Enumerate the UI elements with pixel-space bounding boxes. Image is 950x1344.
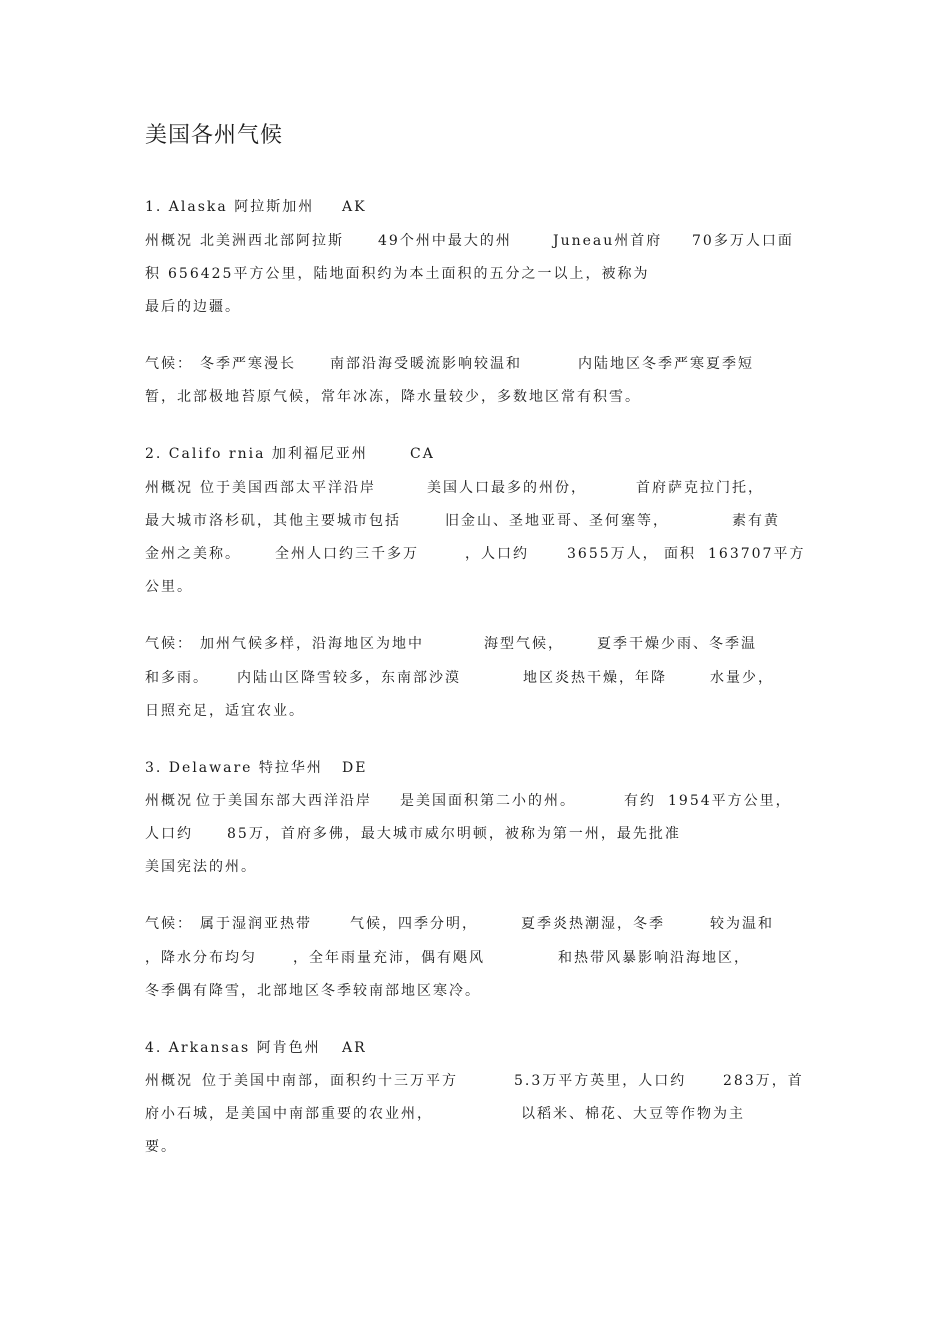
text-segment: 人口约 [145, 826, 193, 842]
text-segment: 位于美国东部大西洋沿岸 [196, 793, 372, 809]
text-segment: 以稻米、棉花、大豆等作物为主 [521, 1106, 745, 1122]
text-segment: 美国宪法的州。 [145, 859, 257, 875]
section-heading: 1. Alaska 阿拉斯加州 [145, 199, 315, 215]
text-segment: 5.3万平方英里，人口约 [514, 1073, 687, 1089]
text-segment: 656425平方公里，陆地面积约为本土面积的五分之一以上，被称为 [168, 266, 650, 282]
section-heading: 2. Califo rnia 加利福尼亚州 [145, 446, 368, 462]
text-segment: 面积 [664, 546, 696, 562]
text-segment: 南部沿海受暖流影响较温和 [330, 356, 522, 372]
text-segment: 内陆地区冬季严寒夏季短 [578, 356, 754, 372]
text-segment: Juneau州首府 [553, 233, 663, 249]
text-segment: 气候： [145, 636, 193, 652]
text-segment: 和多雨。 [145, 670, 209, 686]
text-segment: 日照充足，适宜农业。 [145, 703, 305, 719]
text-segment: 冬季严寒漫长 [200, 356, 296, 372]
text-segment: 气候，四季分明， [350, 916, 478, 932]
state-abbreviation: AR [342, 1040, 367, 1056]
text-segment: ，人口约 [465, 546, 529, 562]
text-segment: 70多万人口面 [692, 233, 794, 249]
text-segment: 要。 [145, 1139, 177, 1155]
text-segment: 海型气候， [484, 636, 564, 652]
text-segment: 较为温和 [710, 916, 774, 932]
text-segment: 水量少， [710, 670, 774, 686]
text-segment: 属于湿润亚热带 [200, 916, 312, 932]
text-segment: 加州气候多样，沿海地区为地中 [200, 636, 424, 652]
text-segment: 暂，北部极地苔原气候，常年冰冻，降水量较少，多数地区常有积雪。 [145, 389, 641, 405]
text-segment: ，全年雨量充沛，偶有飓风 [293, 950, 485, 966]
text-segment: 首府萨克拉门托， [636, 480, 764, 496]
text-segment: 有约 [624, 793, 656, 809]
text-segment: 49个州中最大的州 [378, 233, 512, 249]
text-segment: 积 [145, 266, 161, 282]
text-segment: 素有黄 [732, 513, 780, 529]
text-segment: 夏季炎热潮湿，冬季 [521, 916, 665, 932]
text-segment: 美国人口最多的州份， [427, 480, 587, 496]
text-segment: 163707平方 [708, 546, 806, 562]
text-segment: 3655万人， [567, 546, 659, 562]
text-segment: 位于美国中南部，面积约十三万平方 [202, 1073, 458, 1089]
text-segment: 州概况 [145, 233, 193, 249]
text-segment: 最大城市洛杉矶，其他主要城市包括 [145, 513, 401, 529]
text-segment: 85万，首府多佛，最大城市威尔明顿，被称为第一州，最先批准 [227, 826, 681, 842]
text-segment: 旧金山、圣地亚哥、圣何塞等， [445, 513, 669, 529]
section-heading: 4. Arkansas 阿肯色州 [145, 1040, 321, 1056]
text-segment: 金州之美称。 [145, 546, 241, 562]
text-segment: 和热带风暴影响沿海地区， [558, 950, 750, 966]
text-segment: 1954平方公里， [668, 793, 792, 809]
text-segment: 冬季偶有降雪，北部地区冬季较南部地区寒冷。 [145, 983, 481, 999]
state-abbreviation: AK [342, 199, 367, 215]
text-segment: 地区炎热干燥，年降 [523, 670, 667, 686]
text-segment: 内陆山区降雪较多，东南部沙漠 [237, 670, 461, 686]
state-abbreviation: DE [342, 760, 368, 776]
page-title: 美国各州气候 [145, 123, 284, 148]
text-segment: 府小石城，是美国中南部重要的农业州， [145, 1106, 433, 1122]
text-segment: 气候： [145, 356, 193, 372]
text-segment: 州概况 [145, 793, 193, 809]
text-segment: 北美洲西北部阿拉斯 [200, 233, 344, 249]
text-segment: 283万，首 [723, 1073, 804, 1089]
text-segment: 是美国面积第二小的州。 [400, 793, 576, 809]
text-segment: 气候： [145, 916, 193, 932]
text-segment: 位于美国西部太平洋沿岸 [200, 480, 376, 496]
text-segment: 公里。 [145, 579, 193, 595]
text-segment: ，降水分布均匀 [145, 950, 257, 966]
text-segment: 州概况 [145, 1073, 193, 1089]
text-segment: 最后的边疆。 [145, 299, 241, 315]
text-segment: 州概况 [145, 480, 193, 496]
state-abbreviation: CA [410, 446, 435, 462]
section-heading: 3. Delaware 特拉华州 [145, 760, 323, 776]
text-segment: 夏季干燥少雨、冬季温 [597, 636, 757, 652]
text-segment: 全州人口约三千多万 [275, 546, 419, 562]
